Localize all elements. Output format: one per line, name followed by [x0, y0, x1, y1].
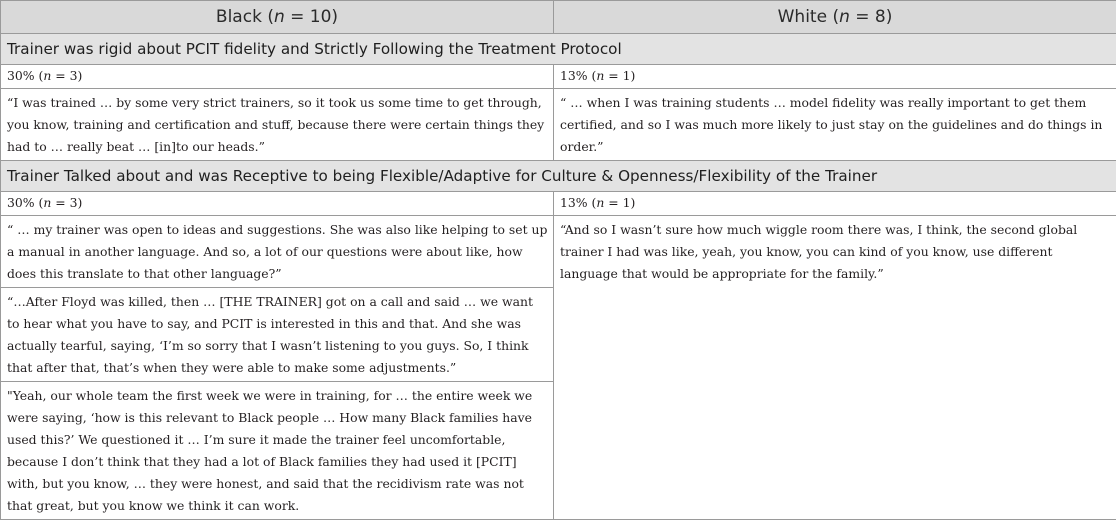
percent-row [1, 65, 1116, 89]
section-title: Trainer was rigid about PCIT fidelity and Strictly Following the Treatment Protocol [1, 34, 1116, 65]
black-quote: “I was trained … by some very strict trainers, so it took us some time to get through, you know, training and certification and stuff, because there were certain things they had to … really beat … [in]to our heads.” [1, 89, 554, 161]
header-row [1, 1, 1116, 34]
white-percent: 13% (n = 1) [554, 65, 1116, 89]
black-quote: “ … my trainer was open to ideas and suggestions. She was also like helping to set up a manual in another language. And so, a lot of our questions were about like, how does this translate to that other language?” [1, 216, 554, 288]
quote-row [1, 216, 1116, 288]
black-quote: "Yeah, our whole team the first week we were in training, for … the entire week we were saying, ‘how is this relevant to Black people … How many Black families have used this?’ We questioned it … I’m sure it made the trainer feel uncomfortable, because I don’t think that they had a lot of Black families they had used it [PCIT] with, but you know, … they were honest, and said that the recidivism rate was not that great, but you know we think it can work. [1, 382, 554, 520]
white-quote: “ … when I was training students … model fidelity was really important to get them certified, and so I was much more likely to just stay on the guidelines and do things in order.” [554, 89, 1116, 161]
white-percent: 13% (n = 1) [554, 192, 1116, 216]
white-quote: “And so I wasn’t sure how much wiggle room there was, I think, the second global trainer I had was like, yeah, you know, you can kind of you know, use different language that would be appropriate for the family.” [554, 216, 1116, 520]
column-header-black: Black (n = 10) [1, 1, 554, 34]
section-header-row [1, 34, 1116, 65]
column-header-white: White (n = 8) [554, 1, 1116, 34]
section-header-row [1, 161, 1116, 192]
black-percent: 30% (n = 3) [1, 192, 554, 216]
black-percent: 30% (n = 3) [1, 65, 554, 89]
section-title: Trainer Talked about and was Receptive to being Flexible/Adaptive for Culture & Openness/Flexibility of the Trainer [1, 161, 1116, 192]
percent-row [1, 192, 1116, 216]
quote-row [1, 89, 1116, 161]
black-quote: “…After Floyd was killed, then … [THE TRAINER] got on a call and said … we want to hear what you have to say, and PCIT is interested in this and that. And she was actually tearful, saying, ‘I’m so sorry that I wasn’t listening to you guys. So, I think that after that, that’s when they were able to make some adjustments.” [1, 288, 554, 382]
